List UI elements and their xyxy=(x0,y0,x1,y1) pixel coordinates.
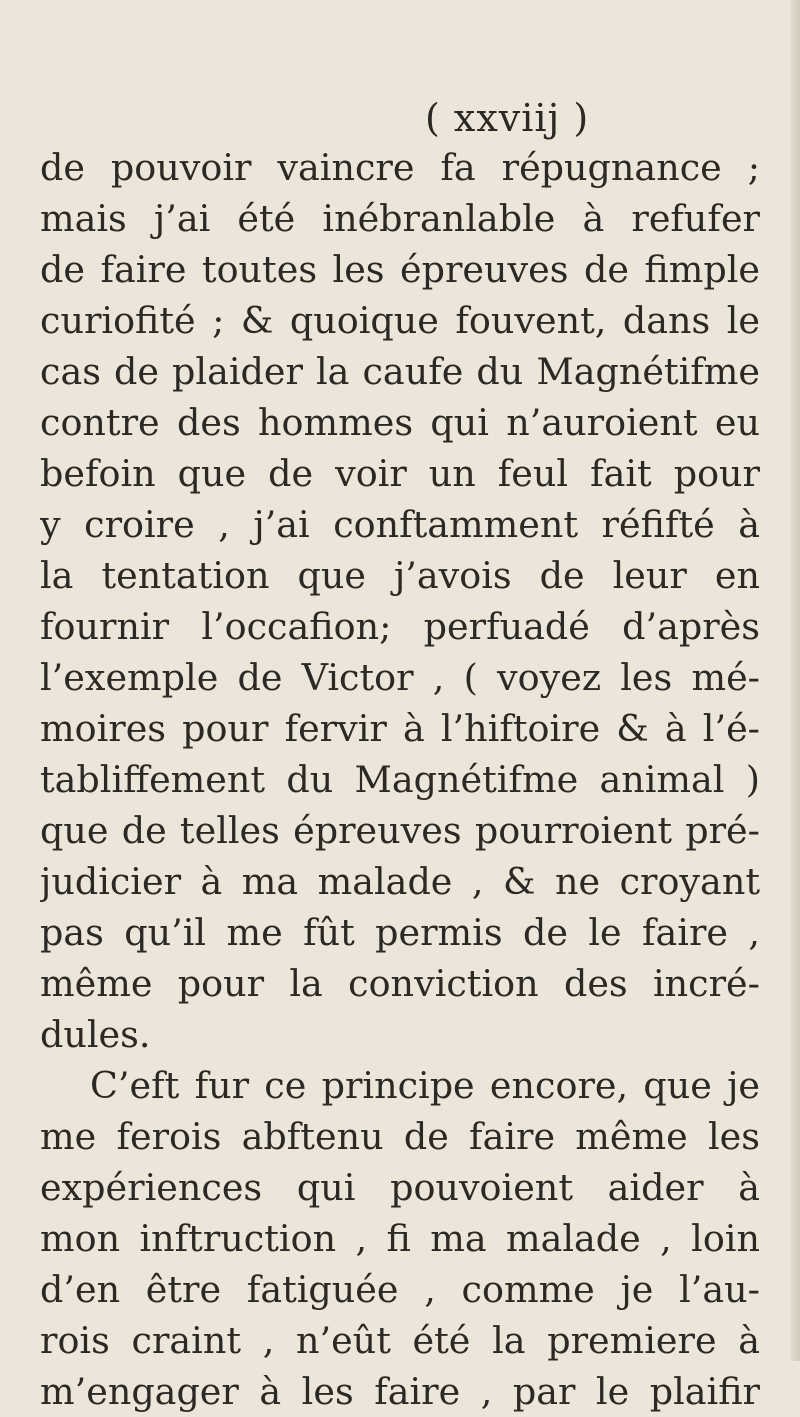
text-line: expériences qui pouvoient aider à xyxy=(40,1166,760,1209)
page-edge xyxy=(790,0,800,1361)
text-line: moires pour fervir à l’hiftoire & à l’é- xyxy=(40,707,760,750)
paragraph-start-line: C’eft fur ce principe encore, que je xyxy=(90,1064,760,1107)
text-line: contre des hommes qui n’auroient eu xyxy=(40,401,760,444)
text-line: cas de plaider la caufe du Magnétifme xyxy=(40,350,760,393)
text-line: rois craint , n’eût été la premiere à xyxy=(40,1319,760,1362)
text-line: befoin que de voir un feul fait pour xyxy=(40,452,760,495)
text-line: fournir l’occafion; perfuadé d’après xyxy=(40,605,760,648)
page-number-header: ( xxviij ) xyxy=(425,96,590,140)
text-line: me ferois abftenu de faire même les xyxy=(40,1115,760,1158)
paragraph-end-line: dules. xyxy=(40,1013,151,1056)
text-line: la tentation que j’avois de leur en xyxy=(40,554,760,597)
text-line: y croire , j’ai conftamment réfifté à xyxy=(40,503,760,546)
text-line: curiofité ; & quoique fouvent, dans le xyxy=(40,299,760,342)
text-line: d’en être fatiguée , comme je l’au- xyxy=(40,1268,760,1311)
text-line: m’engager à les faire , par le plaifir xyxy=(40,1370,760,1413)
text-line: mon inftruction , fi ma malade , loin xyxy=(40,1217,760,1260)
text-line: de pouvoir vaincre fa répugnance ; xyxy=(40,146,760,189)
text-line: de faire toutes les épreuves de fimple xyxy=(40,248,760,291)
text-line: mais j’ai été inébranlable à refufer xyxy=(40,197,760,240)
text-line: tabliffement du Magnétifme animal ) xyxy=(40,758,760,801)
text-line: judicier à ma malade , & ne croyant xyxy=(40,860,760,903)
text-line: que de telles épreuves pourroient pré- xyxy=(40,809,760,852)
text-line: pas qu’il me fût permis de le faire , xyxy=(40,911,760,954)
text-line: l’exemple de Victor , ( voyez les mé- xyxy=(40,656,760,699)
body-text xyxy=(40,142,760,1417)
text-line: même pour la conviction des incré- xyxy=(40,962,760,1005)
